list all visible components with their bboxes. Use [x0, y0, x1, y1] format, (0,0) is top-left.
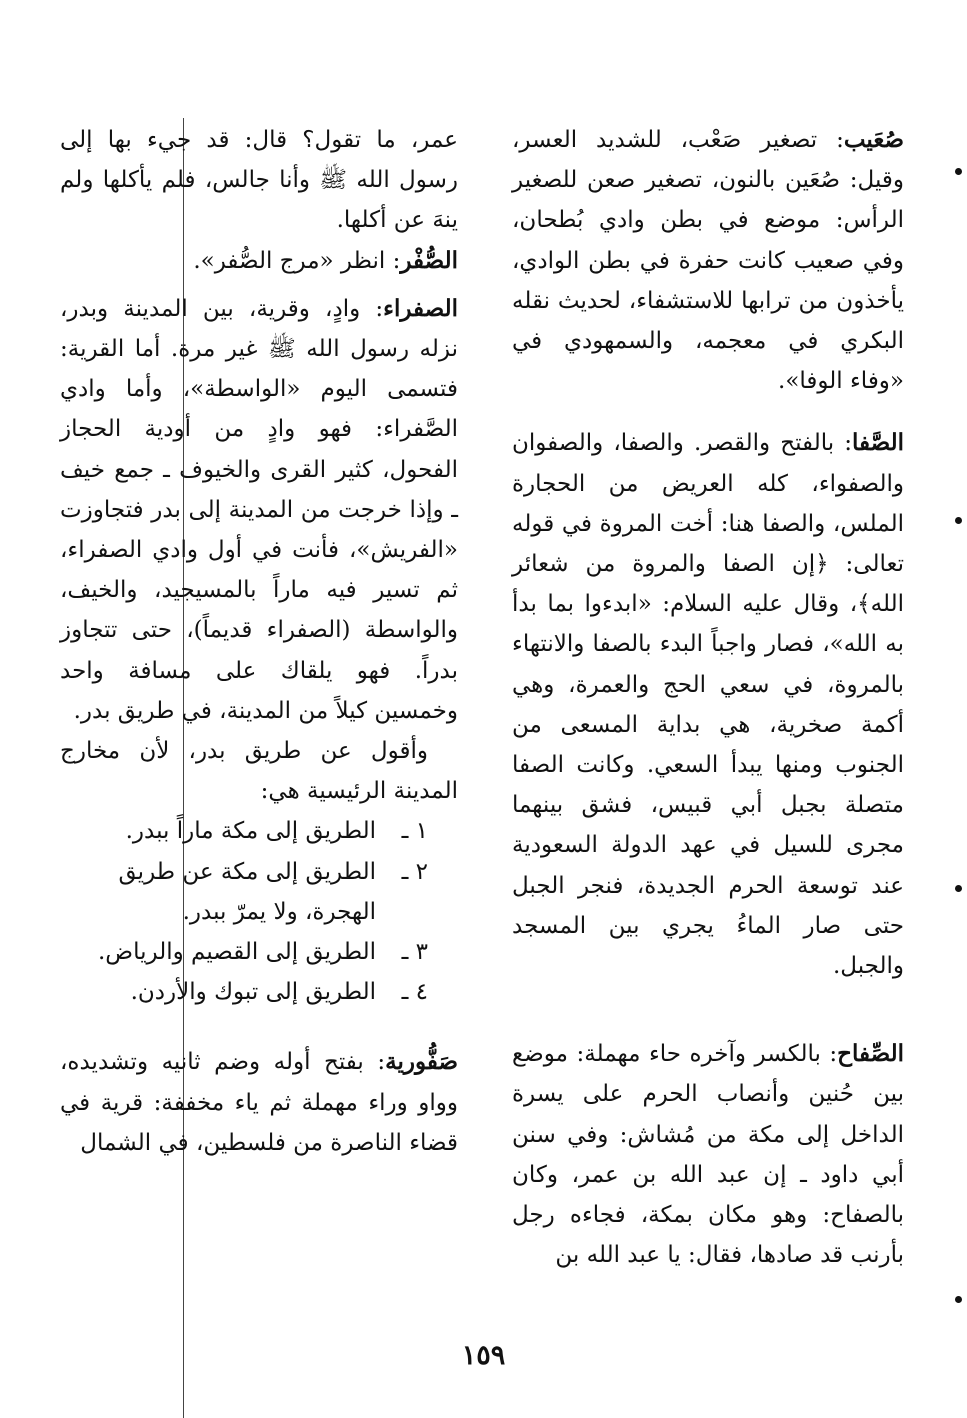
entry-safa — [512, 423, 904, 986]
entry-headword: الصَّفا — [852, 429, 904, 457]
entry-safuriya — [60, 1042, 458, 1163]
left-column — [60, 120, 458, 1163]
entry-text: : بالكسر وآخره حاء مهملة: موضع بين حُنين وأنصاب الحرم على يسرة الداخل إلى مكة من مُشاش: وفي سنن أبي داود ـ إن عبد الله بن عمر، وكان بالصفاح: وهو مكان بمكة، فجاءه رجل بأرنب قد صادها، فقال: يا عبد الله بن — [512, 1041, 904, 1269]
list-text: الطريق إلى مكة عن طريق — [118, 858, 376, 885]
binding-hole-mark — [955, 885, 962, 892]
entry-safra — [60, 289, 458, 731]
entry-headword: صَفُّورية — [385, 1048, 458, 1076]
binding-hole-mark — [955, 1296, 962, 1303]
list-item — [60, 892, 458, 932]
entry-text: : بالفتح والقصر. والصفا، والصفوان والصفواء، كله العريض من الحجارة الملس، والصفا هنا: أخت المروة في قوله تعالى: ﴿إن الصفا والمروة من شعائر الله﴾، وقال عليه السلام: «ابدءوا بما بدأ به الله»، فصار واجباً البدء بالصفا والانتهاء بالمروة، في سعي الحج والعمرة، وهي أكمة صخرية، هي بداية المسعى من الجنوب ومنها يبدأ السعي. وكانت الصفا متصلة بجبل أبي قبيس، فشق بينهما مجرى للسيل في عهد الدولة السعودية عند توسعة الحرم الجديدة، فنجر الجبل حتى صار الماءُ يجري بين المسجد والجبل. — [512, 430, 904, 980]
entry-headword: الصِّفاح — [837, 1040, 904, 1068]
page-number: ١٥٩ — [461, 1340, 506, 1371]
roads-intro: وأقول عن طريق بدر، لأن مخارج المدينة الرئيسية هي: — [60, 738, 458, 805]
entry-headword: الصفراء — [383, 294, 458, 322]
entry-text: : بفتح أوله وضم ثانيه وتشديده، وواو وراء مهملة ثم ياء مخففة: قرية في قضاء الناصرة من فلسطين، في الشمال — [60, 1049, 458, 1156]
list-number: ٢ ـ — [401, 858, 428, 885]
entry-text: : تصغير صَعْب، للشديد العسر، وقيل: صُعَين بالنون، تصغير صعن للصغير الرأس: موضع في بطن وادي بُطحان، وفي صعيب كانت حفرة في بطن الوادي، يأخذون من ترابها للاستشفاء، لحديث نقله البكري في معجمه، والسمهودي في «وفاء الوفا». — [512, 127, 904, 395]
list-text: الطريق إلى مكة ماراً ببدر. — [125, 818, 376, 845]
list-item — [60, 972, 458, 1012]
list-number: ٤ ـ — [401, 979, 428, 1006]
roads-list — [60, 811, 458, 1012]
list-text: الطريق إلى تبوك والأردن. — [130, 979, 376, 1006]
list-number: ٣ ـ — [401, 939, 428, 966]
entry-headword: الصُّفْر — [400, 246, 458, 274]
continued-paragraph: عمر، ما تقول؟ قال: قد جيء بها إلى رسول الله ﷺ وأنا جالس، فلم يأكلها ولم ينهَ عن أكلها. — [60, 127, 458, 234]
list-number: ١ ـ — [401, 818, 428, 845]
entry-text: : انظر «مرج الصُّفر». — [193, 247, 401, 274]
entry-sufr — [60, 241, 458, 281]
list-text: الطريق إلى القصيم والرياض. — [98, 939, 376, 966]
list-item — [60, 811, 458, 851]
list-item — [60, 852, 458, 892]
entry-text: : وادٍ، وقرية، بين المدينة وبدر، نزله رسول الله ﷺ غير مرة. أما القرية: فتسمى اليوم «الواسطة»، وأما وادي الصَّفراء: فهو وادٍ من أودية الحجاز الفحول، كثير القرى والخيوف ـ جمع خيف ـ وإذا خرجت من المدينة إلى بدر فتجاوزت «الفريش»، فأنت في أول وادي الصفراء، ثم تسير فيه ماراً بالمسيجيد، والخيف، والواسطة (الصفراء قديماً)، حتى تتجاوز بدراً. فهو يلقاك على مسافة واحد وخمسين كيلاً من المدينة، في طريق بدر. — [60, 295, 458, 724]
entry-sifah — [512, 1034, 904, 1275]
binding-hole-mark — [955, 517, 962, 524]
list-text: الهجرة، ولا يمرّ ببدر. — [182, 898, 376, 925]
right-column — [512, 120, 904, 1275]
list-item — [60, 932, 458, 972]
binding-hole-mark — [955, 168, 962, 175]
entry-sughayb — [512, 120, 904, 401]
entry-headword: صُعَيب — [843, 126, 904, 153]
